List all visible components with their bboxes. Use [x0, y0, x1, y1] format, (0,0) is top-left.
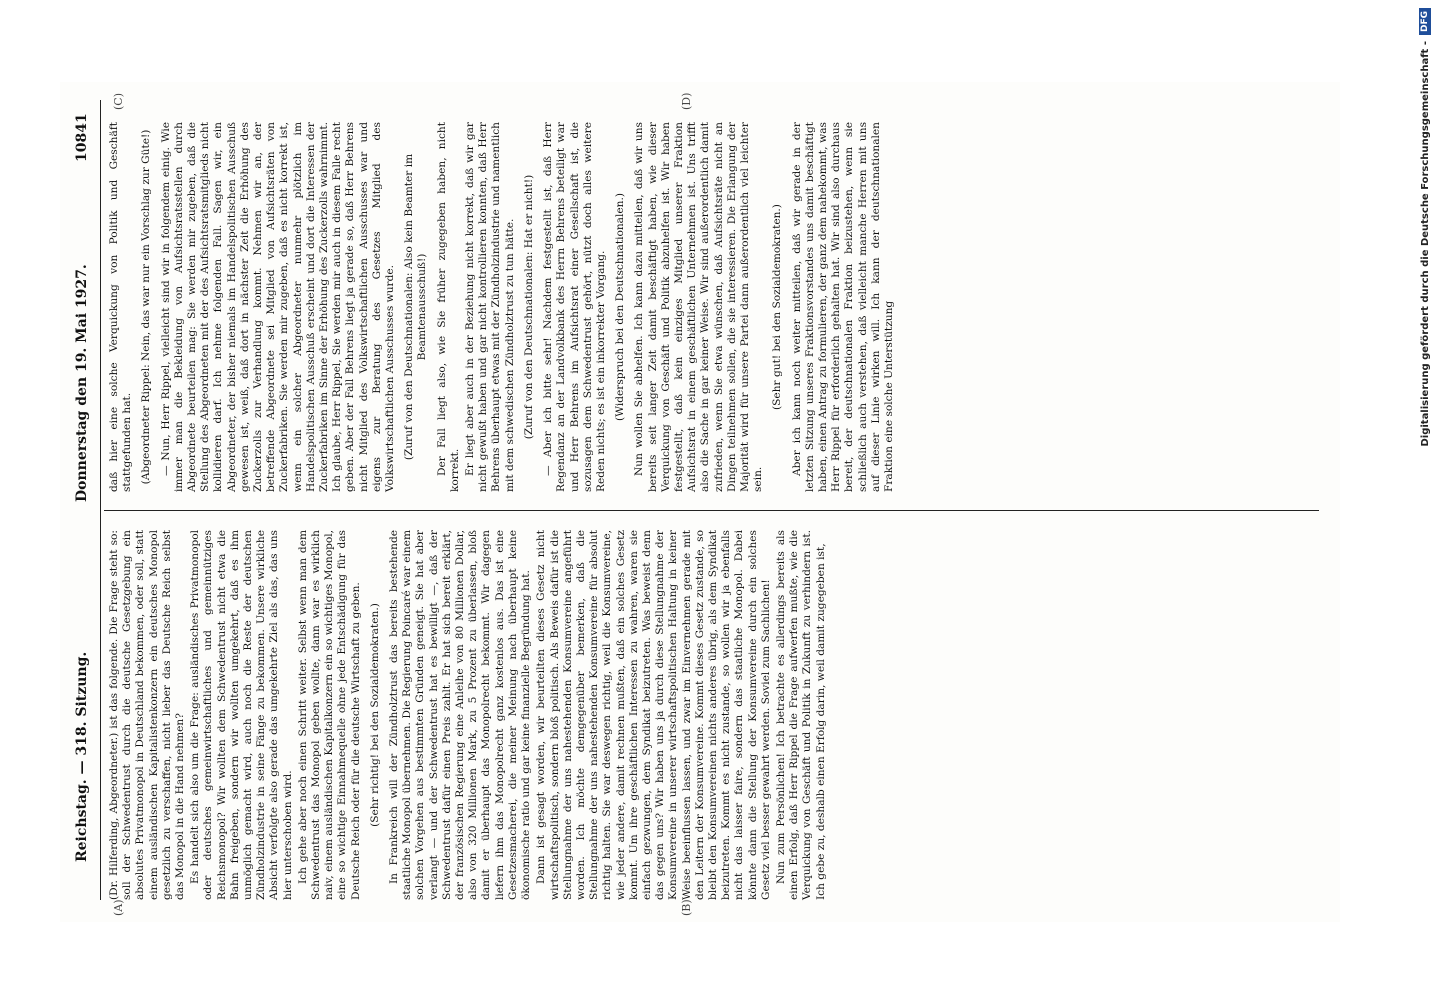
- interjection: (Zuruf von den Deutschnationalen: Hat er nicht!): [522, 174, 535, 440]
- column-divider: [104, 510, 1319, 511]
- interjection: (Abgeordneter Rippel: Nein, das war nur ein Vorschlag zur Güte!): [140, 129, 153, 485]
- paragraph: Nun zum Persönlichen! Ich betrachte es allerdings bereits als einen Erfolg, daß Herr Rippel die Frage aufwerfen mußte, wie die Verquickung von Geschäft und Politik in Zukunft zu verhindern ist. Ich gebe zu, deshalb einen Erfolg darin, weil damit zugegeben ist,: [774, 530, 827, 900]
- paragraph: — Nun, Herr Rippel, vielleicht sind wir in folgendem einig. Wie immer man die Bekleidung von Aufsichtsratsstellen durch Abgeordnete beurteilen mag: Sie werden mir zugeben, daß die Stellung des Abgeordneten mit der des Aufsichtsratsmitglieds nicht kollidieren darf. Ich nehme folgenden Fall. Sagen wir, ein Abgeordneter, der bisher niemals im Handelspolitischen Ausschuß gewesen ist, weiß, daß dort in nächster Zeit die Erhöhung des Zuckerzolls zur Verhandlung kommt. Nehmen wir an, der betreffende Abgeordnete sei Mitglied von Aufsichtsräten von Zuckerfabriken. Sie werden mir zugeben, daß es nicht korrekt ist, wenn ein solcher Abgeordneter nunmehr plötzlich im Handelspolitischen Ausschuß erscheint und dort die Interessen der Zuckerfabriken im Sinne der Erhöhung des Zuckerzolls wahrnimmt. Ich glaube, Herr Rippel, Sie werden mir auch in diesem Falle recht geben. Aber der Fall Behrens liegt ja gerade so, daß Herr Behrens nicht Mitglied des Volkswirtschaftlichen Ausschusses war und eigens zur Beratung des Gesetzes Mitglied des Volkswirtschaftlichen Ausschusses wurde.: [159, 122, 397, 492]
- interjection: (Sehr richtig! bei den Sozialdemokraten.): [368, 603, 381, 827]
- running-header-date: Donnerstag den 19. Mai 1927.: [74, 264, 90, 502]
- paragraph: Der Fall liegt also, wie Sie früher zugegeben haben, nicht korrekt.: [435, 122, 461, 492]
- paragraph: Ich gehe aber noch einen Schritt weiter. Selbst wenn man dem Schwedentrust das Monopol geben wollte, dann war es wirklich naiv, einem ausländischen Kapitalkonzern ein so wichtiges Monopol, eine so wichtige Einnahmequelle ohne jede Entschädigung für das Deutsche Reich oder für die deutsche Wirtschaft zu geben.: [296, 530, 362, 900]
- paragraph: Nun wollen Sie abhelfen. Ich kann dazu mitteilen, daß wir uns bereits seit langer Zeit damit beschäftigt haben, wie dieser Verquickung von Geschäft und Politik abzuhelfen ist. Wir haben festgestellt, daß kein einziges Mitglied unserer Fraktion Aufsichtsrat in einem geschäftlichen Unternehmen ist. Uns trifft also die Sache in gar keiner Weise. Wir sind außerordentlich damit zufrieden, wenn Sie etwa wünschen, daß Aufsichtsräte nicht an Dingen teilnehmen sollen, die sie interessieren. Die Erlangung der Majorität wird für unsere Partei dann außerordentlich viel leichter sein.: [633, 122, 765, 492]
- text-column-left: [108, 530, 830, 900]
- interjection: (Widerspruch bei den Deutschnationalen.): [614, 193, 627, 421]
- paragraph: Dann ist gesagt worden, wir beurteilten dieses Gesetz nicht wirtschaftspolitisch, sondern bloß politisch. Als Beweis dafür ist die Stellungnahme der uns nahestehenden Konsumvereine angeführt worden. Ich möchte demgegenüber bemerken, daß die Stellungnahme der uns nahestehenden Konsumvereine für absolut richtig halten. Sie war deswegen richtig, weil die Konsumvereine, wie jeder andere, damit rechnen mußten, daß ein solches Gesetz kommt. Um ihre geschäftlichen Interessen zu wahren, waren sie einfach gezwungen, dem Syndikat beizutreten. Was beweist denn das gegen uns? Wir haben uns ja durch diese Stellungnahme der Konsumvereine in unserer wirtschaftspolitischen Haltung in keiner Weise beeinflussen lassen, und zwar im Einvernehmen gerade mit den Leitern der Konsumvereine. Kommt dieses Gesetz zustande, so bleibt den Konsumvereinen nichts anderes übrig, als dem Syndikat beizutreten. Kommt es nicht zustande, so wollen wir ja ebenfalls nicht das laisser faire, sondern das staatliche Monopol. Dabei könnte dann die Stellung der Konsumvereine durch ein solches Gesetz viel besser gewahrt werden. Soviel zum Sachlichen!: [535, 530, 772, 900]
- margin-marker-b: (B): [680, 899, 693, 916]
- paragraph: daß hier eine solche Verquickung von Politik und Geschäft stattgefunden hat.: [108, 122, 134, 492]
- credit-text: Digitalisierung gefördert durch die Deutsche Forschungsgemeinschaft -: [1419, 41, 1431, 447]
- header-rule: [100, 100, 101, 900]
- margin-marker-d: (D): [680, 92, 693, 110]
- dfg-logo: DFG: [1419, 8, 1431, 35]
- digitization-credit: [1418, 8, 1432, 992]
- interjection: (Zuruf von den Deutschnationalen: Also kein Beamter im Beamtenausschuß!): [403, 153, 429, 461]
- interjection: (Sehr gut! bei den Sozialdemokraten.): [771, 204, 784, 410]
- rotated-page-content: [60, 82, 1340, 922]
- paragraph: (Dr. Hilferding, Abgeordneter.) ist das folgende. Die Frage steht so: soll der Schwedentrust durch die deutsche Gesetzgebung ein absolutes Privatmonopol in Deutschland bekommen, oder soll, statt einem ausländischen Kapitalistenkonzern ein deutsches Monopol gesetzlich zu verschaffen, nicht lieber das Deutsche Reich selbst das Monopol in die Hand nehmen?: [108, 530, 187, 900]
- paragraph: — Aber ich bitte sehr! Nachdem festgestellt ist, daß Herr Regendanz an der Landvolkbank des Herrn Behrens beteiligt war und Herr Behrens im Aufsichtsrat einer Gesellschaft ist, die sozusagen dem Schwedentrust gehört, nützt doch alles weitere Reden nichts; es ist ein inkorrekter Vorgang.: [542, 122, 607, 492]
- margin-marker-c: (C): [112, 93, 125, 110]
- page-number: 10841: [74, 113, 90, 162]
- paragraph: Aber ich kann noch weiter mitteilen, daß wir gerade in der letzten Sitzung unseres Fraktionsvorstandes uns damit beschäftigt haben, einen Antrag zu formulieren, der ganz dem nahekommt, was Herr Rippel für erforderlich gehalten hat. Wir sind also durchaus bereit, der deutschnationalen Fraktion beizustehen, wenn sie schließlich auch verstehen, daß vielleicht manche Herren mit uns auf dieser Linie wirken will. Ich kann der deutschnationalen Fraktion eine solche Unterstützung: [790, 122, 895, 492]
- paragraph: Es handelt sich also um die Frage: ausländisches Privatmonopol oder deutsches gemeinwirtschaftliches und gemeinnütziges Reichsmonopol? Wir wollten dem Schwedentrust nicht etwa die Bahn freigeben, sondern wir wollten umgekehrt, daß es ihm unmöglich gemacht wird, auch noch die Reste der deutschen Zündholzindustrie in seine Fänge zu bekommen. Unsere wirkliche Absicht verfolgte also gerade das umgekehrte Ziel als das, das uns hier unterschoben wird.: [189, 530, 294, 900]
- running-header-left: Reichstag. — 318. Sitzung.: [74, 651, 90, 862]
- paragraph: Er liegt aber auch in der Beziehung nicht korrekt, daß wir gar nicht gewußt haben und gar nicht kontrollieren konnten, daß Herr Behrens überhaupt etwas mit der Zündholzindustrie und namentlich mit dem schwedischen Zündholztrust zu tun hätte.: [464, 122, 516, 492]
- scanned-page: [60, 82, 1340, 922]
- margin-marker-a: (A): [112, 899, 125, 916]
- text-column-right: [108, 122, 898, 492]
- paragraph: In Frankreich will der Zündholztrust das bereits bestehende staatliche Monopol übernehmen. Die Regierung Poincaré war einem solchen Vorgehen aus bestimmten Gründen geneigt. Sie hat aber verlangt — und der Schwedentrust hat es bewilligt —, daß der Schwedentrust dafür einen Preis zahlt. Er hat sich bereit erklärt, der französischen Regierung eine Anleihe von 80 Millionen Dollar, also von 320 Millionen Mark, zu 5 Prozent zu überlassen, bloß damit er überhaupt das Monopolrecht bekommt. Wir dagegen liefern ihm das Monopolrecht ganz kostenlos aus. Das ist eine Gesetzesmacherei, die meiner Meinung nach überhaupt keine ökonomische ratio und gar keine finanzielle Begründung hat.: [388, 530, 533, 900]
